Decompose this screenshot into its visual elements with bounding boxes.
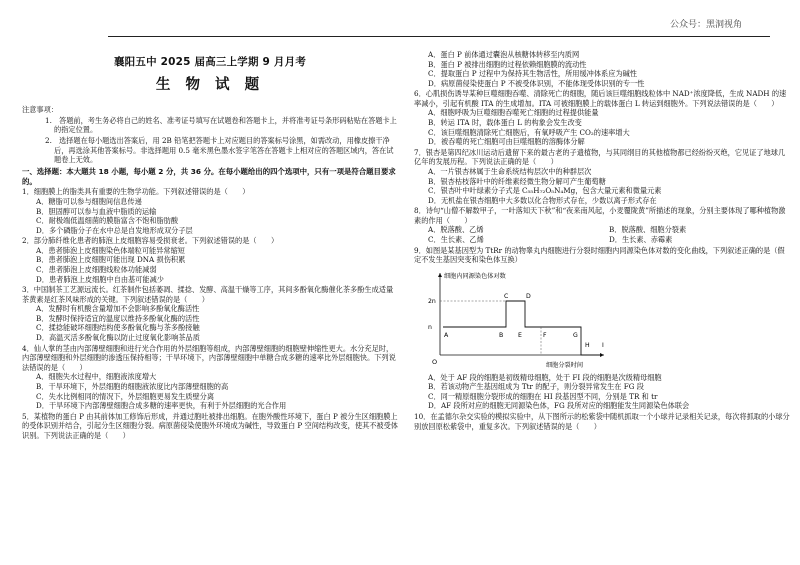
option: C．银杏叶中叶绿素分子式是 C₅₅H₇₂O₅N₄Mg，包含大量元素和微量元素: [428, 186, 662, 196]
option: B．患者肺泡上皮细胞可能出现 DNA 损伤积累: [36, 255, 186, 265]
question-9: [414, 246, 790, 411]
notice-item: 2. 选择题在每小题选出答案后，用 2B 铅笔把答题卡上对应题目的答案标号涂黑，如需改动，用橡皮擦干净后，再选涂其他答案标号。非选择题用 0.5 毫米黑色墨水签字笔答在答题卡上相对应的答题区域内，答在试题卷上无效。: [45, 135, 394, 165]
question-stem: 8．诗句“山僧不解数甲子，一叶落知天下秋”和“夜来南风起，小麦覆陇黄”所描述的现象，分别主要体现了哪种植物激素的作用（ ）: [414, 206, 786, 225]
option: C．患者肺泡上皮细胞线粒体功能减弱: [36, 265, 157, 275]
option: C．失水比例相同的情况下，外层细胞更易发生质壁分离: [36, 391, 215, 401]
option: A．蛋白 P 前体通过囊泡从核糖体转移至内质网: [428, 50, 580, 59]
homologous-pairs-chart: [426, 267, 616, 371]
question-2: [22, 236, 398, 284]
option: B．转运 ITA 时，载体蛋白 L 的构象会发生改变: [428, 118, 582, 128]
origin-label: O: [432, 357, 438, 366]
option: C．提取蛋白 P 过程中为保持其生物活性，所用缓冲体系应为碱性: [428, 69, 637, 79]
option: D．高温灭活多酚氧化酶以防止过度氧化影响茶品质: [36, 333, 200, 343]
question-stem: 5．某植物的蛋白 P 由其前体加工修饰后形成，并通过胞吐被排出细胞。在胞外酸性环境下，蛋白 P 被分生区细胞膜上的受体识别并结合，引起分生区细胞分裂。病原菌侵染使胞外环境成为碱性，导致蛋白 P 空间结构改变，使其不被受体识别。下列说法正确的是（ ）: [22, 411, 398, 440]
question-10: [414, 412, 790, 431]
question-stem: 3．中国制茶工艺源远流长。红茶制作包括萎凋、揉捻、发酵、高温干燥等工序，其间多酚氧化酶催化茶多酚生成适量茶黄素是红茶风味形成的关键。下列叙述错误的是（ ）: [22, 285, 394, 304]
question-stem: 2．部分肺纤维化患者的肺泡上皮细胞容易受损衰老。下列叙述错误的是（ ）: [22, 236, 279, 246]
option: A．患者肺泡上皮细胞染色体端粒可能异常缩短: [36, 245, 185, 255]
option: A．糖脂可以参与细胞间信息传递: [36, 196, 142, 206]
option: D．干旱环境下内部薄壁细胞合成多糖的速率更快，有利于外层细胞的光合作用: [36, 401, 287, 411]
chart-title: 细胞内同源染色体对数: [444, 272, 506, 280]
option: B．干旱环境下，外层细胞的细胞液浓度比内部薄壁细胞的高: [36, 381, 229, 391]
section-heading: 一、选择题：本大题共 18 小题，每小题 2 分，共 36 分。在每小题给出的四个选项中，只有一项是符合题目要求的。: [22, 166, 396, 186]
y-tick-label: n: [428, 323, 432, 331]
question-7: [414, 148, 790, 205]
series-line: [443, 301, 600, 355]
watermark: 公众号：黑洞视角: [669, 20, 742, 30]
point-label: F: [543, 331, 547, 339]
option: A．细胞失水过程中，细胞液浓度增大: [36, 372, 157, 382]
notice-heading: 注意事项：: [22, 105, 58, 115]
option: C．生长素、乙烯: [428, 234, 484, 244]
y-tick-label: 2n: [428, 297, 436, 305]
point-label: E: [518, 331, 522, 339]
question-6: [414, 89, 790, 146]
point-label: B: [499, 331, 504, 339]
question-5: [22, 412, 398, 441]
option: D．多个磷脂分子在水中总是自发地形成双分子层: [36, 225, 193, 235]
option: B．蛋白 P 被排出细胞的过程依赖细胞膜的流动性: [428, 59, 587, 69]
right-column: [414, 50, 790, 431]
option: D．病原菌侵染使蛋白 P 不被受体识别，不能体现受体识别的专一性: [428, 78, 645, 88]
question-stem: 7．银杏是第四纪冰川运动后遗留下来的最古老的子遗植物，与其同纲目的其他植物都已经纷纷灭绝，它见证了地球几亿年的发展历程。下列说法正确的是（ ）: [414, 147, 786, 167]
option-row: [414, 225, 790, 235]
option: A．处于 AF 段的细胞是初级精母细胞，处于 FI 段的细胞是次级精母细胞: [428, 372, 662, 382]
point-label: H: [585, 341, 590, 349]
option: C．该巨噬细胞清除死亡细胞后，有氧呼吸产生 CO₂的速率增大: [428, 127, 630, 137]
point-label: D: [526, 292, 531, 300]
question-8: [414, 206, 790, 244]
question-stem: 9．如图是某基因型为 TtRr 的动物睾丸内细胞进行分裂时细胞内同源染色体对数的变化曲线，下列叙述正确的是（假定不发生基因突变和染色体互换）: [414, 245, 785, 265]
x-axis-arrow: [600, 353, 604, 357]
chart-svg: [426, 267, 616, 371]
notice-item: 1. 答题前，考生务必将自己的姓名、准考证号填写在试题卷和答题卡上，并将准考证号条形码粘贴在答题卡上的指定位置。: [45, 115, 397, 135]
header-rule: [108, 36, 770, 37]
question-stem: 1．细胞膜上的脂类具有重要的生物学功能。下列叙述错误的是（ ）: [22, 187, 250, 197]
question-stem: 10．在孟德尔杂交实验的模拟实验中，从下图所示的松紫袋中随机抓取一个小球并记录相关记录，每次将抓取的小球分别放回原松紫袋中，重复多次。下列叙述错误的是（ ）: [414, 412, 790, 431]
question-4: [22, 344, 398, 411]
question-1: [22, 187, 398, 235]
y-axis-arrow: [438, 273, 442, 277]
question-3: [22, 285, 398, 342]
option: B．发酵时保持适宜的温度以维持多酚氧化酶的活性: [36, 313, 200, 323]
exam-title: 襄阳五中 2025 届高三上学期 9 月月考: [113, 56, 307, 68]
option: A．脱落酸、乙烯: [428, 225, 484, 235]
option: A．细胞呼吸为巨噬细胞吞噬死亡细胞的过程提供能量: [428, 108, 599, 118]
option: B．银杏枯枝落叶中的纤维素经微生物分解可产生葡萄糖: [428, 176, 606, 186]
option: D．AF 段所对应的细胞无同源染色体，FG 段所对应的细胞能发生同源染色体联会: [428, 401, 690, 411]
option: D．生长素、赤霉素: [609, 234, 673, 244]
exam-subtitle: 生 物 试 题: [155, 76, 265, 93]
x-axis-label: 细胞分裂时间: [546, 361, 584, 369]
option: D．被吞噬的死亡细胞可由巨噬细胞的溶酶体分解: [428, 137, 585, 147]
option: C．耐极端低温细菌的膜脂富含不饱和脂肪酸: [36, 216, 179, 226]
option: D．无机盐在银杏细胞中大多数以化合物形式存在，少数以离子形式存在: [428, 195, 657, 205]
question-stem: 4．仙人掌的茎由内部薄壁细胞和进行光合作用的外层细胞等组成，内部薄壁细胞的细胞壁伸缩性更大。水分充足时，内部薄壁细胞和外层细胞的渗透压保持相等；干旱环境下，内部薄壁细胞中单糖合成多糖的速率比外层细胞快。下列说法错误的是（ ）: [22, 343, 396, 372]
point-label: C: [504, 292, 509, 300]
question-stem: 6．心肌损伤诱导某种巨噬细胞吞噬、清除死亡的细胞，随后该巨噬细胞线粒体中 NAD⁺浓度降低，生成 NADH 的速率减小，引起有机酸 ITA 的生成增加。ITA 可被细胞膜上的载体蛋白 L 转运到细胞外。下列说法错误的是（ ）: [414, 89, 787, 108]
left-column: [22, 48, 398, 440]
option: C．同一精原细胞分裂形成的细胞在 HI 段基因型不同，分别是 TR 和 tr: [428, 391, 658, 401]
option-row: [414, 235, 790, 245]
point-label: G: [573, 331, 578, 339]
point-label: I: [602, 341, 604, 349]
option: C．揉捻能破坏细胞结构使多酚氧化酶与茶多酚接触: [36, 323, 200, 333]
option: A．一片银杏林属于生命系统结构层次中的种群层次: [428, 166, 592, 176]
option: B．胆固醇可以参与血液中脂质的运输: [36, 206, 157, 216]
option: D．患者肺泡上皮细胞中自由基可能减少: [36, 274, 164, 284]
option: B．若该动物产生基因组成为 Ttr 的配子，则分裂异常发生在 FG 段: [428, 382, 644, 392]
point-label: A: [444, 331, 449, 339]
option: A．发酵时有机酸含量增加不会影响多酚氧化酶活性: [36, 304, 200, 314]
question-5-options: [414, 50, 790, 88]
option: B．脱落酸、细胞分裂素: [609, 225, 687, 235]
